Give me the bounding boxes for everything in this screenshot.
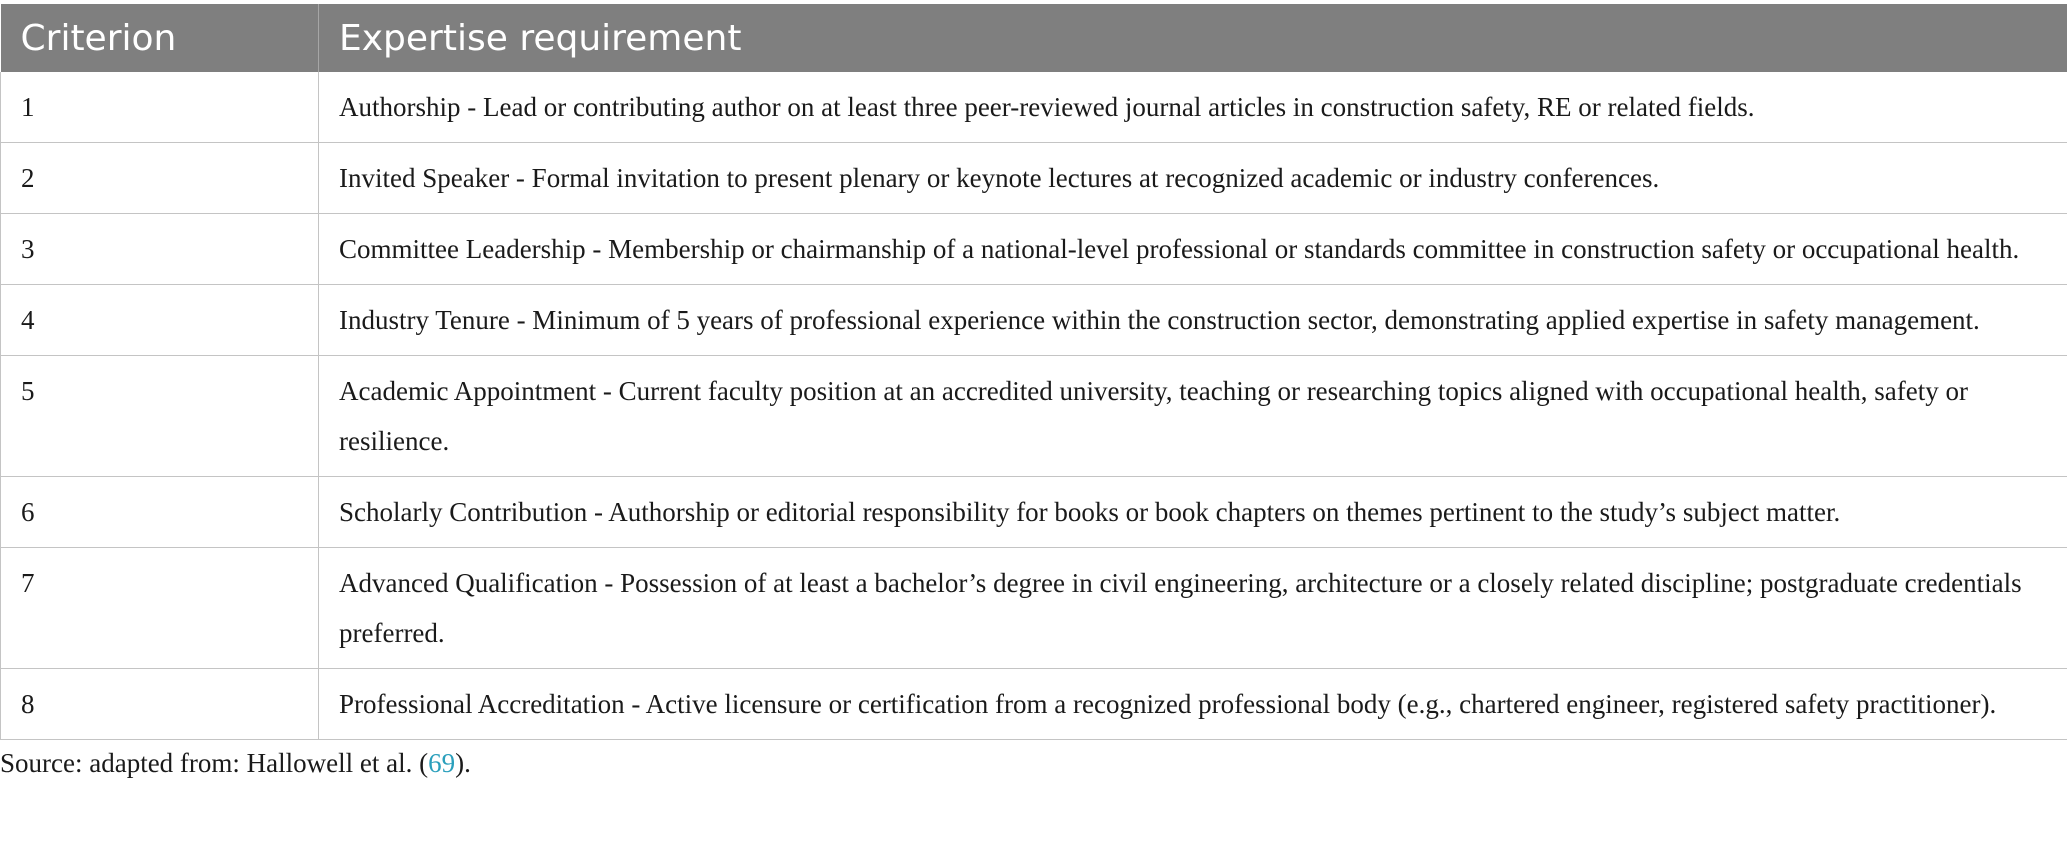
expertise-criteria-table — [0, 4, 2067, 740]
table-row — [1, 548, 2067, 669]
table-header — [1, 4, 2067, 72]
expertise-requirement: Advanced Qualification - Possession of at least a bachelor’s degree in civil engineering, architecture or a closely related discipline; postgraduate credentials preferred. — [319, 548, 2067, 669]
table-row — [1, 477, 2067, 548]
expertise-requirement: Scholarly Contribution - Authorship or editorial responsibility for books or book chapters on themes pertinent to the study’s subject matter. — [319, 477, 2067, 548]
criterion-number: 8 — [1, 669, 319, 740]
criterion-number: 2 — [1, 143, 319, 214]
header-row — [1, 4, 2067, 72]
criterion-number: 7 — [1, 548, 319, 669]
source-prefix: Source: adapted from: Hallowell et al. ( — [0, 748, 429, 778]
criterion-number: 1 — [1, 72, 319, 143]
expertise-requirement: Committee Leadership - Membership or chairmanship of a national-level professional or standards committee in construction safety or occupational health. — [319, 214, 2067, 285]
expertise-requirement: Invited Speaker - Formal invitation to present plenary or keynote lectures at recognized academic or industry conferences. — [319, 143, 2067, 214]
table-row — [1, 356, 2067, 477]
table-row — [1, 72, 2067, 143]
table-row — [1, 143, 2067, 214]
criterion-number: 6 — [1, 477, 319, 548]
expertise-requirement: Academic Appointment - Current faculty position at an accredited university, teaching or researching topics aligned with occupational health, safety or resilience. — [319, 356, 2067, 477]
table-row — [1, 285, 2067, 356]
source-note — [0, 748, 2067, 779]
expertise-requirement: Authorship - Lead or contributing author on at least three peer-reviewed journal articles in construction safety, RE or related fields. — [319, 72, 2067, 143]
table-body — [1, 72, 2067, 740]
header-criterion: Criterion — [1, 4, 319, 72]
criterion-number: 3 — [1, 214, 319, 285]
table-row — [1, 669, 2067, 740]
expertise-requirement: Professional Accreditation - Active licensure or certification from a recognized professional body (e.g., chartered engineer, registered safety practitioner). — [319, 669, 2067, 740]
table-row — [1, 214, 2067, 285]
criterion-number: 5 — [1, 356, 319, 477]
header-requirement: Expertise requirement — [319, 4, 2067, 72]
reference-link[interactable]: 69 — [428, 748, 456, 778]
source-suffix: ). — [455, 748, 471, 778]
criterion-number: 4 — [1, 285, 319, 356]
expertise-requirement: Industry Tenure - Minimum of 5 years of professional experience within the construction sector, demonstrating applied expertise in safety management. — [319, 285, 2067, 356]
